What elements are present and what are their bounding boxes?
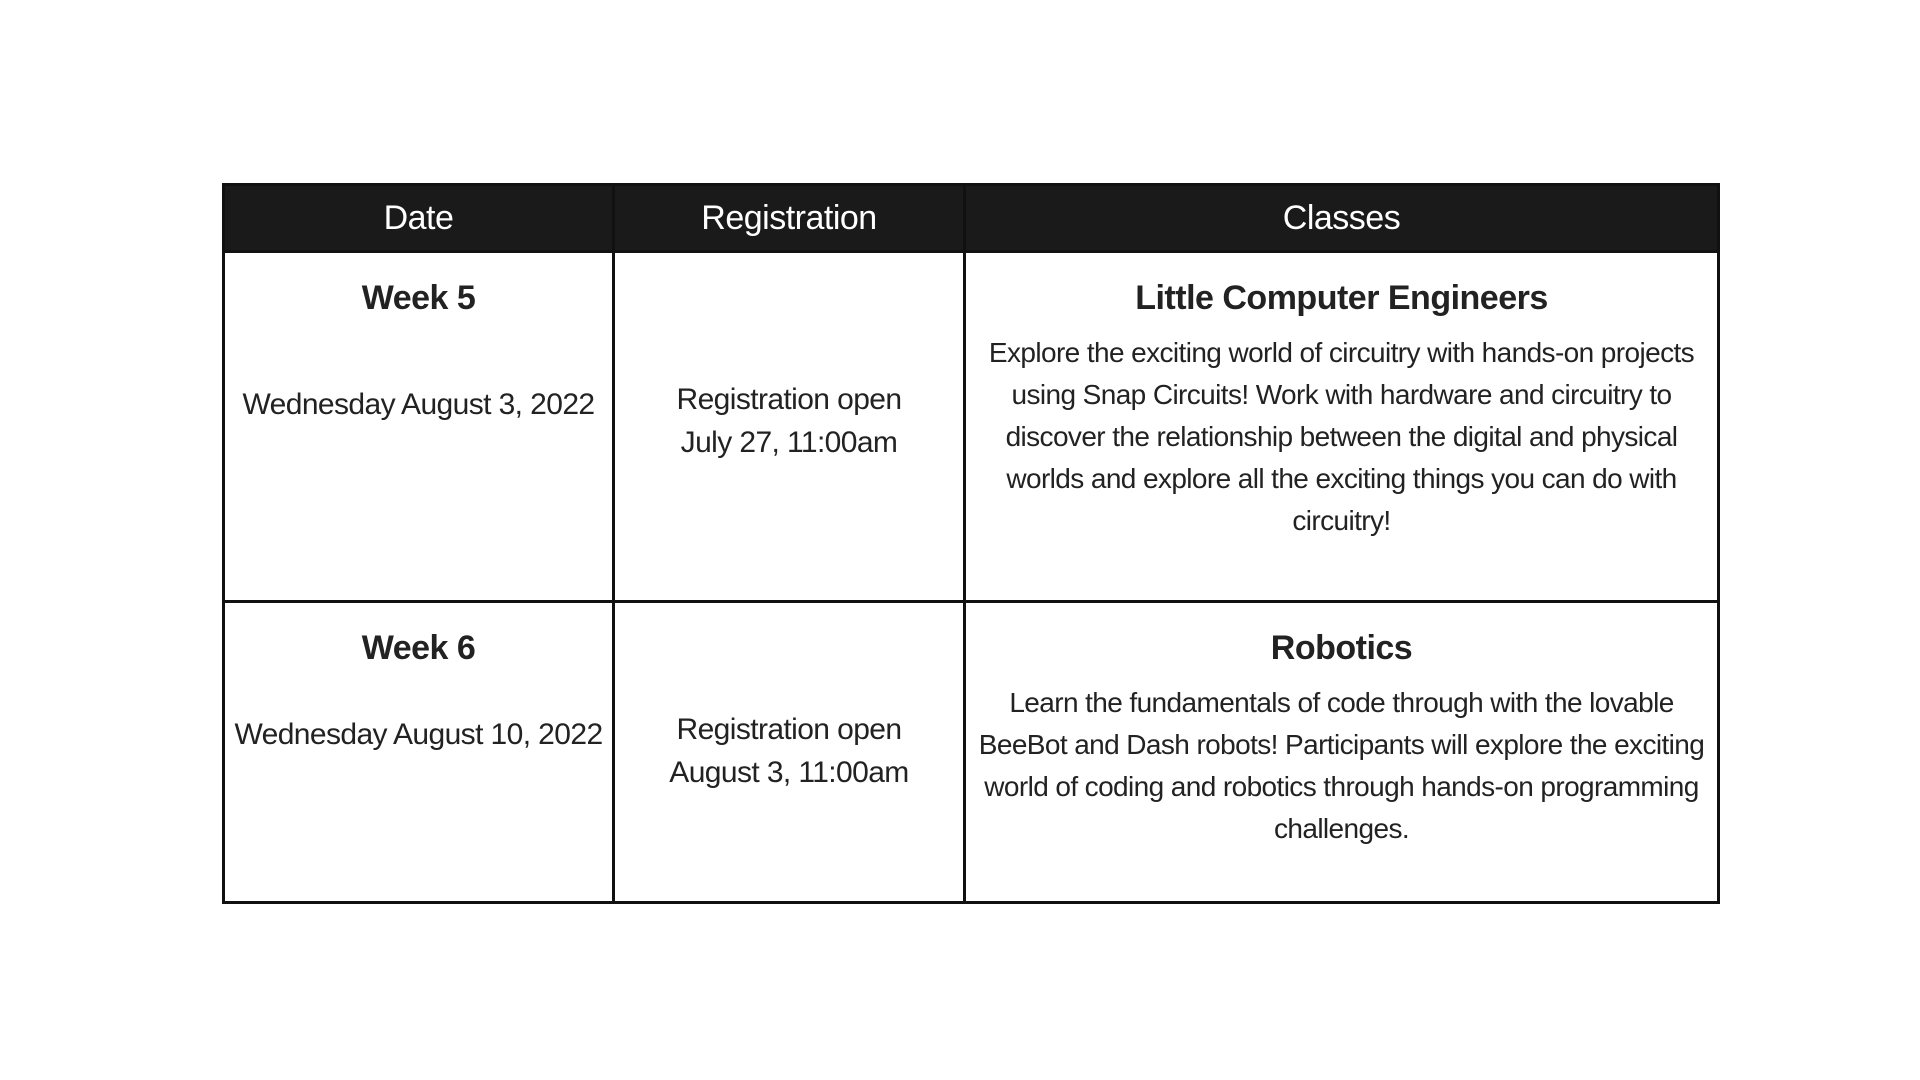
week-date: Wednesday August 10, 2022 <box>234 718 603 751</box>
header-date: Date <box>224 185 614 252</box>
registration-cell <box>614 602 965 903</box>
table-header <box>224 185 1719 252</box>
date-cell <box>224 602 614 903</box>
registration-line1: Registration open <box>676 713 902 746</box>
registration-line1: Registration open <box>676 383 902 416</box>
classes-cell <box>965 252 1719 602</box>
table-row <box>224 252 1719 602</box>
date-cell <box>224 252 614 602</box>
schedule-table <box>222 183 1720 904</box>
registration-line2: August 3, 11:00am <box>669 756 909 789</box>
class-description: Learn the fundamentals of code through with the lovable BeeBot and Dash robots! Participants will explore the exciting world of coding and robotics through hands-on programming challenges. <box>978 687 1705 844</box>
header-row <box>224 185 1719 252</box>
header-registration: Registration <box>614 185 965 252</box>
registration-line2: July 27, 11:00am <box>680 426 898 459</box>
table-row <box>224 602 1719 903</box>
week-title: Week 5 <box>361 279 476 317</box>
registration-cell <box>614 252 965 602</box>
classes-cell <box>965 602 1719 903</box>
week-title: Week 6 <box>361 629 476 667</box>
header-classes: Classes <box>965 185 1719 252</box>
registration-text <box>615 378 963 464</box>
class-title: Robotics <box>1270 629 1413 667</box>
registration-text <box>615 708 963 794</box>
class-title: Little Computer Engineers <box>1135 279 1548 317</box>
week-date: Wednesday August 3, 2022 <box>242 388 595 421</box>
table-body <box>224 252 1719 903</box>
class-description: Explore the exciting world of circuitry with hands-on projects using Snap Circuits! Work with hardware and circuitry to discover the relationship between the digital and physical worlds and explore all the exciting things you can do with circuitry! <box>988 337 1695 536</box>
